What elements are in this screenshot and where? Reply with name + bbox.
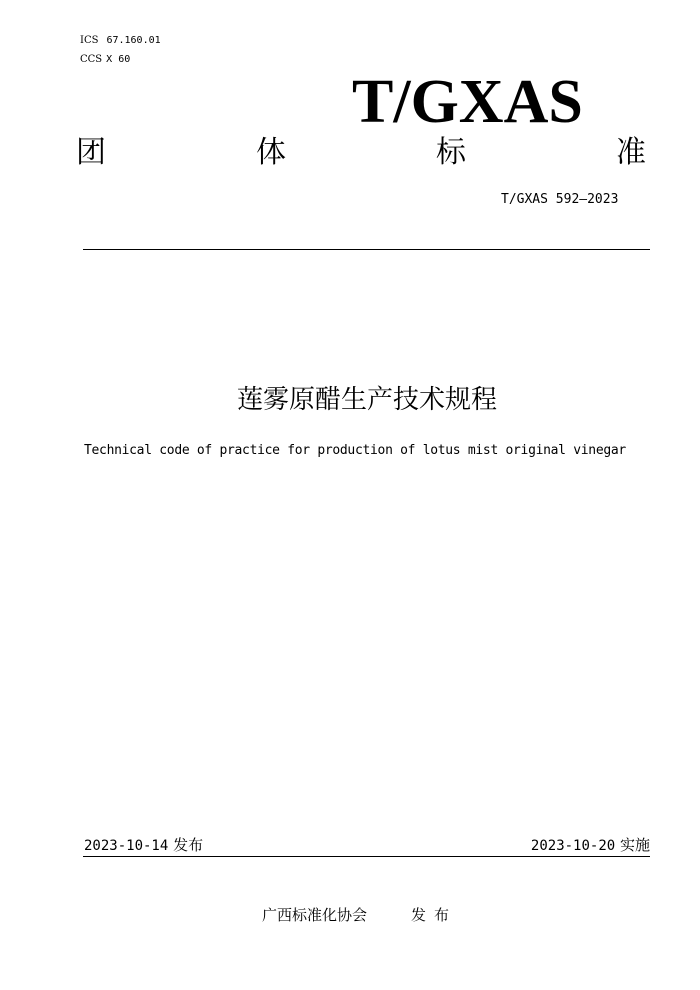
bottom-divider <box>83 856 650 857</box>
publisher-action: 发布 <box>411 906 458 924</box>
publisher-name: 广西标准化协会 <box>262 906 368 924</box>
standard-type-char: 体 <box>256 135 286 170</box>
top-divider <box>83 249 650 250</box>
implementation-date-line <box>531 835 650 856</box>
standard-type-char: 标 <box>436 135 466 170</box>
ics-label: ICS <box>80 35 99 46</box>
ccs-label: CCS <box>80 54 103 65</box>
issue-label: 发布 <box>173 836 204 854</box>
standard-type-char: 团 <box>76 135 106 170</box>
issue-date-line <box>84 835 203 856</box>
ccs-value: X 60 <box>106 54 131 65</box>
standard-logo: T/GXAS <box>352 68 583 136</box>
document-title-english: Technical code of practice for production of lotus mist original vinegar <box>84 443 626 458</box>
standard-number: T/GXAS 592—2023 <box>501 192 619 207</box>
implementation-date: 2023-10-20 <box>530 838 616 854</box>
standard-type <box>76 133 646 173</box>
issue-date: 2023-10-14 <box>84 838 169 854</box>
document-title-chinese: 莲雾原醋生产技术规程 <box>236 385 497 415</box>
ics-value: 67.160.01 <box>106 35 161 46</box>
ccs-code <box>80 54 130 66</box>
implementation-label: 实施 <box>619 836 650 854</box>
standard-type-char: 准 <box>616 135 646 170</box>
ics-code <box>80 35 161 47</box>
